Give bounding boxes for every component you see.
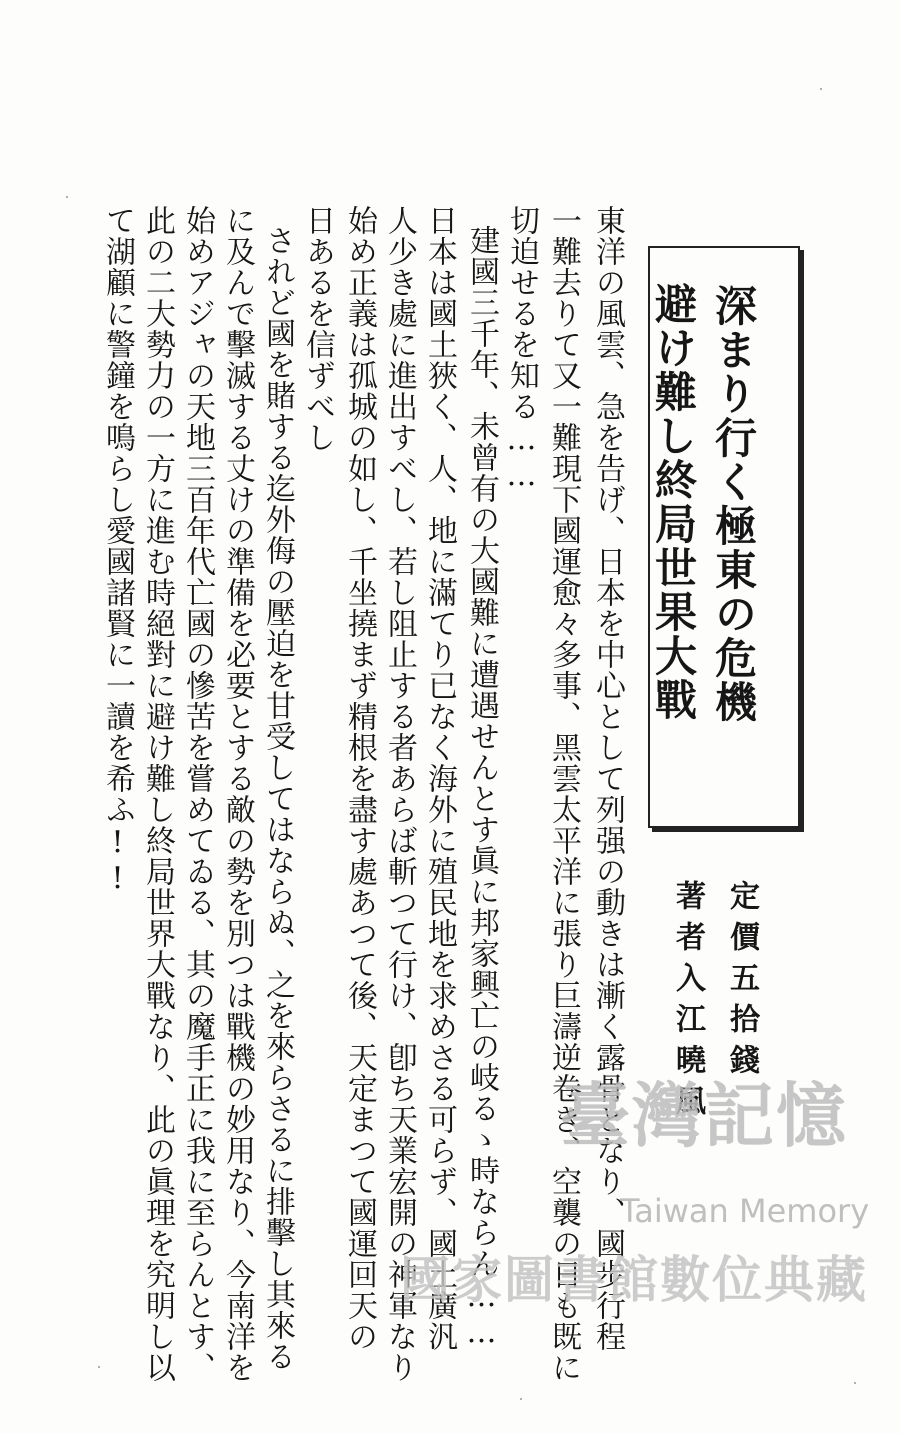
body-line: 始め正義は孤城の如し、千坐撓まず精根を盡す處あつて後、天定まつて國運回天の <box>342 205 377 1352</box>
price-text: 定價五拾錢 <box>724 880 759 1085</box>
watermark-logo-text: 臺灣記憶 <box>560 1074 848 1157</box>
scan-speck <box>520 1398 522 1400</box>
scan-speck <box>66 196 68 198</box>
watermark <box>400 1060 870 1320</box>
body-line: に及んで擊滅する丈けの準備を必要とする敵の勢を別つは戰機の妙用なり、今南洋を <box>220 205 255 1383</box>
scan-speck <box>820 88 822 90</box>
watermark-english: Taiwan Memory <box>620 1192 870 1230</box>
body-line: 東洋の風雲、急を告げ、日本を中心として列强の動きは漸く露骨となり、國步行程 <box>590 205 625 1352</box>
body-line: 日あるを信ずべし <box>300 205 335 453</box>
body-line: 日本は國土狹く、人、地に滿てり已なく海外に殖民地を求めさる可らず、國土廣汎 <box>422 205 457 1352</box>
title-line-2: 避け難し終局世果大戰 <box>649 282 698 722</box>
body-line: 始めアジャの天地三百年代亡國の慘苦を嘗めてゐる、其の魔手正に我に至らんとす、 <box>180 205 215 1383</box>
author-text: 著者入江曉風 <box>670 880 705 1126</box>
body-line: 人少き處に進出すべし、若し阻止する者あらば斬つて行け、卽ち天業宏開の神軍なり <box>382 205 417 1383</box>
body-line: て湖顧に警鐘を鳴らし愛國諸賢に一讀を希ふ!! <box>100 205 135 897</box>
body-line: 一難去りて又一難現下國運愈々多事、黑雲太平洋に張り巨濤逆卷き、空襲の日も既に <box>546 205 581 1383</box>
body-line: 切迫せるを知る…… <box>504 205 539 494</box>
body-line: 建國三千年、未曾有の大國難に遭遇せんとす眞に邦家興亡の岐るゝ時ならん…… <box>464 225 499 1351</box>
title-line-1: 深まり行く極東の危機 <box>709 284 758 724</box>
watermark-chinese: 國家圖書館數位典藏 <box>400 1251 868 1309</box>
scan-speck <box>98 1366 100 1368</box>
body-line: されど國を賭する迄外侮の壓迫を甘受してはならぬ、之を來らさるに排擊し其來る <box>260 225 295 1372</box>
body-line: 此の二大勢力の一方に進む時絕對に避け難し終局世界大戰なり、此の眞理を究明し以 <box>140 205 175 1383</box>
title-box <box>648 246 800 828</box>
scan-speck <box>854 1382 856 1384</box>
